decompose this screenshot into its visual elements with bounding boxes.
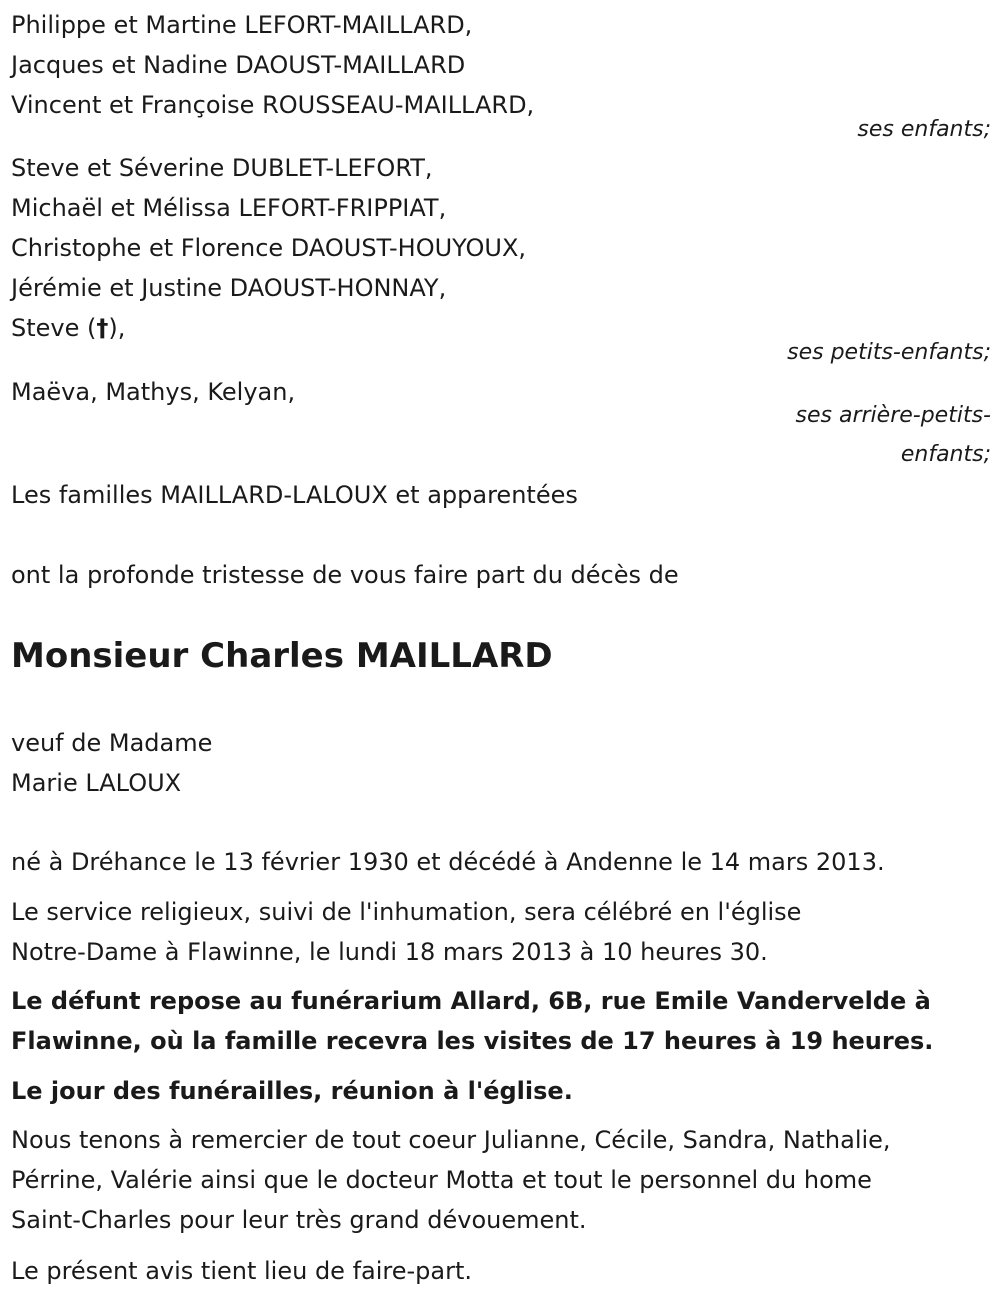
- role-grandchildren: ses petits-enfants;: [787, 340, 991, 365]
- cross-icon: †: [96, 314, 109, 342]
- great-grandchildren-line: Maëva, Mathys, Kelyan,: [11, 378, 296, 406]
- children-line: Philippe et Martine LEFORT-MAILLARD,: [11, 11, 473, 39]
- children-line: Vincent et Françoise ROUSSEAU-MAILLARD,: [11, 91, 535, 119]
- thanks-line: Nous tenons à remercier de tout coeur Julianne, Cécile, Sandra, Nathalie,: [11, 1126, 891, 1154]
- grandchildren-line: Jérémie et Justine DAOUST-HONNAY,: [11, 274, 447, 302]
- children-line: Jacques et Nadine DAOUST-MAILLARD: [11, 51, 466, 79]
- steve-suffix: ),: [108, 314, 126, 342]
- birth-death-line: né à Dréhance le 13 février 1930 et décédé à Andenne le 14 mars 2013.: [11, 848, 885, 876]
- meeting-line: Le jour des funérailles, réunion à l'église.: [11, 1077, 573, 1105]
- grandchildren-group: [11, 148, 991, 348]
- role-children: ses enfants;: [857, 117, 991, 142]
- thanks-group: [11, 1120, 891, 1240]
- thanks-line: Saint-Charles pour leur très grand dévouement.: [11, 1206, 587, 1234]
- funerarium-line: Flawinne, où la famille recevra les visites de 17 heures à 19 heures.: [11, 1027, 934, 1055]
- grandchildren-line: Michaël et Mélissa LEFORT-FRIPPIAT,: [11, 194, 447, 222]
- closing-line: Le présent avis tient lieu de faire-part.: [11, 1257, 473, 1285]
- widower-line: veuf de Madame: [11, 729, 213, 757]
- families-line: Les familles MAILLARD-LALOUX et apparentées: [11, 481, 578, 509]
- funerarium-line: Le défunt repose au funérarium Allard, 6B, rue Emile Vandervelde à: [11, 987, 931, 1015]
- service-line: Notre-Dame à Flawinne, le lundi 18 mars 2013 à 10 heures 30.: [11, 938, 768, 966]
- grandchildren-line: Christophe et Florence DAOUST-HOUYOUX,: [11, 234, 527, 262]
- grandchildren-line: Steve et Séverine DUBLET-LEFORT,: [11, 154, 433, 182]
- widower-group: [11, 723, 212, 803]
- widower-line: Marie LALOUX: [11, 769, 182, 797]
- steve-prefix: Steve (: [11, 314, 97, 342]
- role-great-grandchildren: ses arrière-petits-: [795, 403, 991, 428]
- children-group: [11, 5, 991, 125]
- announcement-line: ont la profonde tristesse de vous faire part du décès de: [11, 561, 679, 589]
- funerarium-group: [11, 981, 933, 1061]
- thanks-line: Pérrine, Valérie ainsi que le docteur Motta et tout le personnel du home: [11, 1166, 872, 1194]
- service-group: [11, 892, 801, 972]
- role-great-grandchildren-cont: enfants;: [900, 442, 991, 467]
- deceased-name: Monsieur Charles MAILLARD: [11, 636, 553, 676]
- service-line: Le service religieux, suivi de l'inhumation, sera célébré en l'église: [11, 898, 802, 926]
